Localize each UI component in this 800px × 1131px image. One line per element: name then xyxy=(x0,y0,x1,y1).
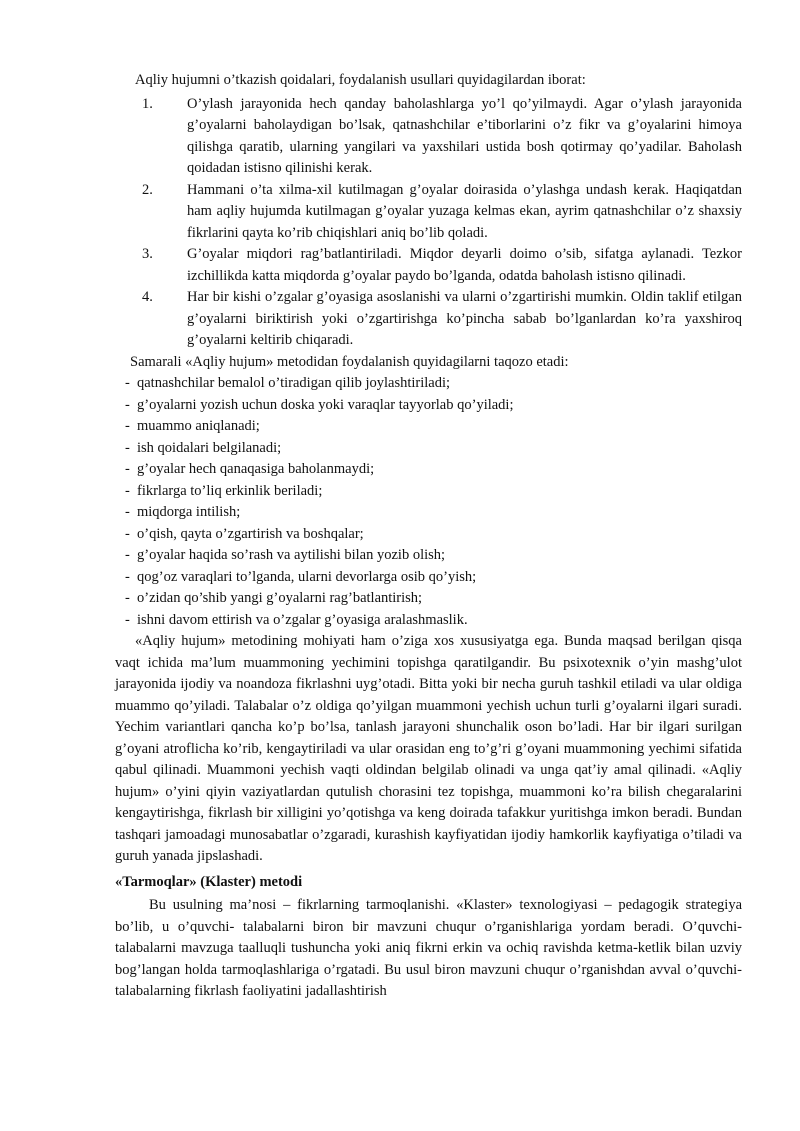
body-paragraph: «Aqliy hujum» metodining mohiyati ham o’ziga xos xususiyatga ega. Bunda maqsad berilgan qisqa vaqt ichida ma’lum muammoning yechimini topishga qaratilgandir. Bu psixotexnik o’yin mashg’ulot jarayonida ijodiy va noandoza fikrlashni uyg’otadi. Bitta yoki bir necha guruh tashkil etiladi va ular oldiga muammo qo’yiladi. Talabalar o’z oldiga qo’yilgan muammoni yechish uchun turli g’oyalarni ilgari suradi. Yechim variantlari qancha ko’p bo’lsa, tanlash jarayoni shunchalik oson bo’ladi. Har bir ilgari surilgan g’oyani atroflicha ko’rib, kengaytiriladi va ular orasidan eng to’g’ri g’oyani muammoning yechimi sifatida qabul qilinadi. Muammoni yechish vaqti oldindan belgilab olinadi va unga qat’iy amal qilinadi. «Aqliy hujum» o’yini qiyin vaziyatlardan qutulish chorasini tez topishga, muammoni ko’ra bilish chegaralarini kengaytirishga, fikrlash bir xilligini yo’qotishga va keng doirada tafakkur yuritishga imkon beradi. Bundan tashqari jamoadagi munosabatlar o’zgaradi, kurashish kayfiyatidan ijodiy hamkorlik kayfiyatiga o’tiladi va guruh yanada jipslashadi. xyxy=(115,633,742,864)
list-item-text: g’oyalar haqida so’rash va aytilishi bilan yozib olish; xyxy=(137,547,446,563)
list-item-text: o’qish, qayta o’zgartirish va boshqalar; xyxy=(137,525,364,542)
list-item: - ish qoidalari belgilanadi; xyxy=(125,439,282,456)
list-item: - o’qish, qayta o’zgartirish va boshqalar; xyxy=(125,525,364,542)
list-item: - ishni davom ettirish va o’zgalar g’oyasiga aralashmaslik. xyxy=(125,611,468,628)
rule-number: 2. xyxy=(142,181,153,198)
list-item: - g’oyalar haqida so’rash va aytilishi bilan yozib olish; xyxy=(125,547,446,563)
list-item-text: g’oyalar hech qanaqasiga baholanmaydi; xyxy=(137,461,375,477)
rules-list xyxy=(115,94,742,352)
list-item-text: fikrlarga to’liq erkinlik beriladi; xyxy=(137,482,323,499)
list-item: - qatnashchilar bemalol o’tiradigan qilib joylashtiriladi; xyxy=(125,375,451,391)
list-item-text: miqdorga intilish; xyxy=(137,504,241,520)
rule-number: 3. xyxy=(142,246,153,262)
rule-text: Har bir kishi o’zgalar g’oyasiga asoslanishi va ularni o’zgartirishi mumkin. Oldin taklif etilgan g’oyalarni biriktirish yoki o’zgartirishga ko’pincha sabab bo’lganlardan ko’ra yaxshiroq g’oyalarni keltirib chiqaradi. xyxy=(187,289,742,348)
list-item-text: qatnashchilar bemalol o’tiradigan qilib joylashtiriladi; xyxy=(137,375,451,391)
list-item-text: ishni davom ettirish va o’zgalar g’oyasiga aralashmaslik. xyxy=(137,611,468,628)
list-item-text: o’zidan qo’shib yangi g’oyalarni rag’batlantirish; xyxy=(137,590,423,606)
rule-number: 1. xyxy=(142,95,153,112)
list-item: - miqdorga intilish; xyxy=(125,504,241,520)
list-item: - g’oyalar hech qanaqasiga baholanmaydi; xyxy=(125,461,375,477)
list-item: - g’oyalarni yozish uchun doska yoki varaqlar tayyorlab qo’yiladi; xyxy=(125,396,514,413)
rule-number: 4. xyxy=(142,289,153,305)
list-item: - muammo aniqlanadi; xyxy=(125,418,260,434)
intro-paragraph: Aqliy hujumni o’tkazish qoidalari, foydalanish usullari quyidagilardan iborat: xyxy=(135,72,586,88)
rule-text: G’oyalar miqdori rag’batlantiriladi. Miqdor deyarli doimo o’sib, sifatga aylanadi. Tezkor izchillikda katta miqdorda g’oyalar paydo bo’lganda, odatda baholash istisno qilinadi. xyxy=(187,246,742,284)
list-item: - o’zidan qo’shib yangi g’oyalarni rag’batlantirish; xyxy=(125,590,423,606)
rule-text: Hammani o’ta xilma-xil kutilmagan g’oyalar doirasida o’ylashga undash kerak. Haqiqatdan ham aqliy hujumda kutilmagan g’oyalar yuzaga kelmas ekan, ayrim qatnashchilar o’z shaxsiy fikrlarini qayta ko’rib chiqishlari aniq bo’lib qoladi. xyxy=(187,181,742,241)
list-item-text: ish qoidalari belgilanadi; xyxy=(137,439,282,456)
requirements-intro: Samarali «Aqliy hujum» metodidan foydalanish quyidagilarni taqozo etadi: xyxy=(130,353,569,370)
list-item-text: qog’oz varaqlari to’lganda, ularni devorlarga osib qo’yish; xyxy=(137,568,477,585)
list-item: - qog’oz varaqlari to’lganda, ularni devorlarga osib qo’yish; xyxy=(125,568,477,585)
document-page xyxy=(115,70,742,1003)
rule-item xyxy=(115,180,742,245)
rule-text: O’ylash jarayonida hech qanday baholashlarga yo’l qo’yilmaydi. Agar o’ylash jarayonida g’oyalarni baholaydigan bo’lsak, qatnashchilar e’tiborlarini o’z fikr va g’oyalarini himoya qilishga qaratib, ularning yangilari va yaxshilari ustida bosh qotirmay qo’yadilar. Baholash qoidadan istisno qilinishi kerak. xyxy=(187,95,742,176)
rule-item xyxy=(115,244,742,287)
list-item-text: g’oyalarni yozish uchun doska yoki varaqlar tayyorlab qo’yiladi; xyxy=(137,396,514,413)
body-paragraph: Bu usulning ma’nosi – fikrlarning tarmoqlanishi. «Klaster» texnologiyasi – pedagogik strategiya bo’lib, u o’quvchi- talabalarni biron bir mavzuni chuqur o’rganishlariga yordam beradi. O’quvchi-talabalarni mavzuga taalluqli tushuncha yoki aniq fikrni erkin va ochiq ravishda ketma-ketlik bilan uzviy bog’langan holda tarmoqlashlariga o’rgatadi. Bu usul biron mavzuni chuqur o’rganishdan avval o’quvchi-talabalarning fikrlash faoliyatini jadallashtirish xyxy=(115,897,742,999)
list-item-text: muammo aniqlanadi; xyxy=(137,418,260,434)
section-heading: «Tarmoqlar» (Klaster) metodi xyxy=(115,873,303,890)
rule-item xyxy=(115,287,742,352)
rule-item xyxy=(115,94,742,180)
requirements-list xyxy=(115,373,742,631)
list-item: - fikrlarga to’liq erkinlik beriladi; xyxy=(125,482,323,499)
